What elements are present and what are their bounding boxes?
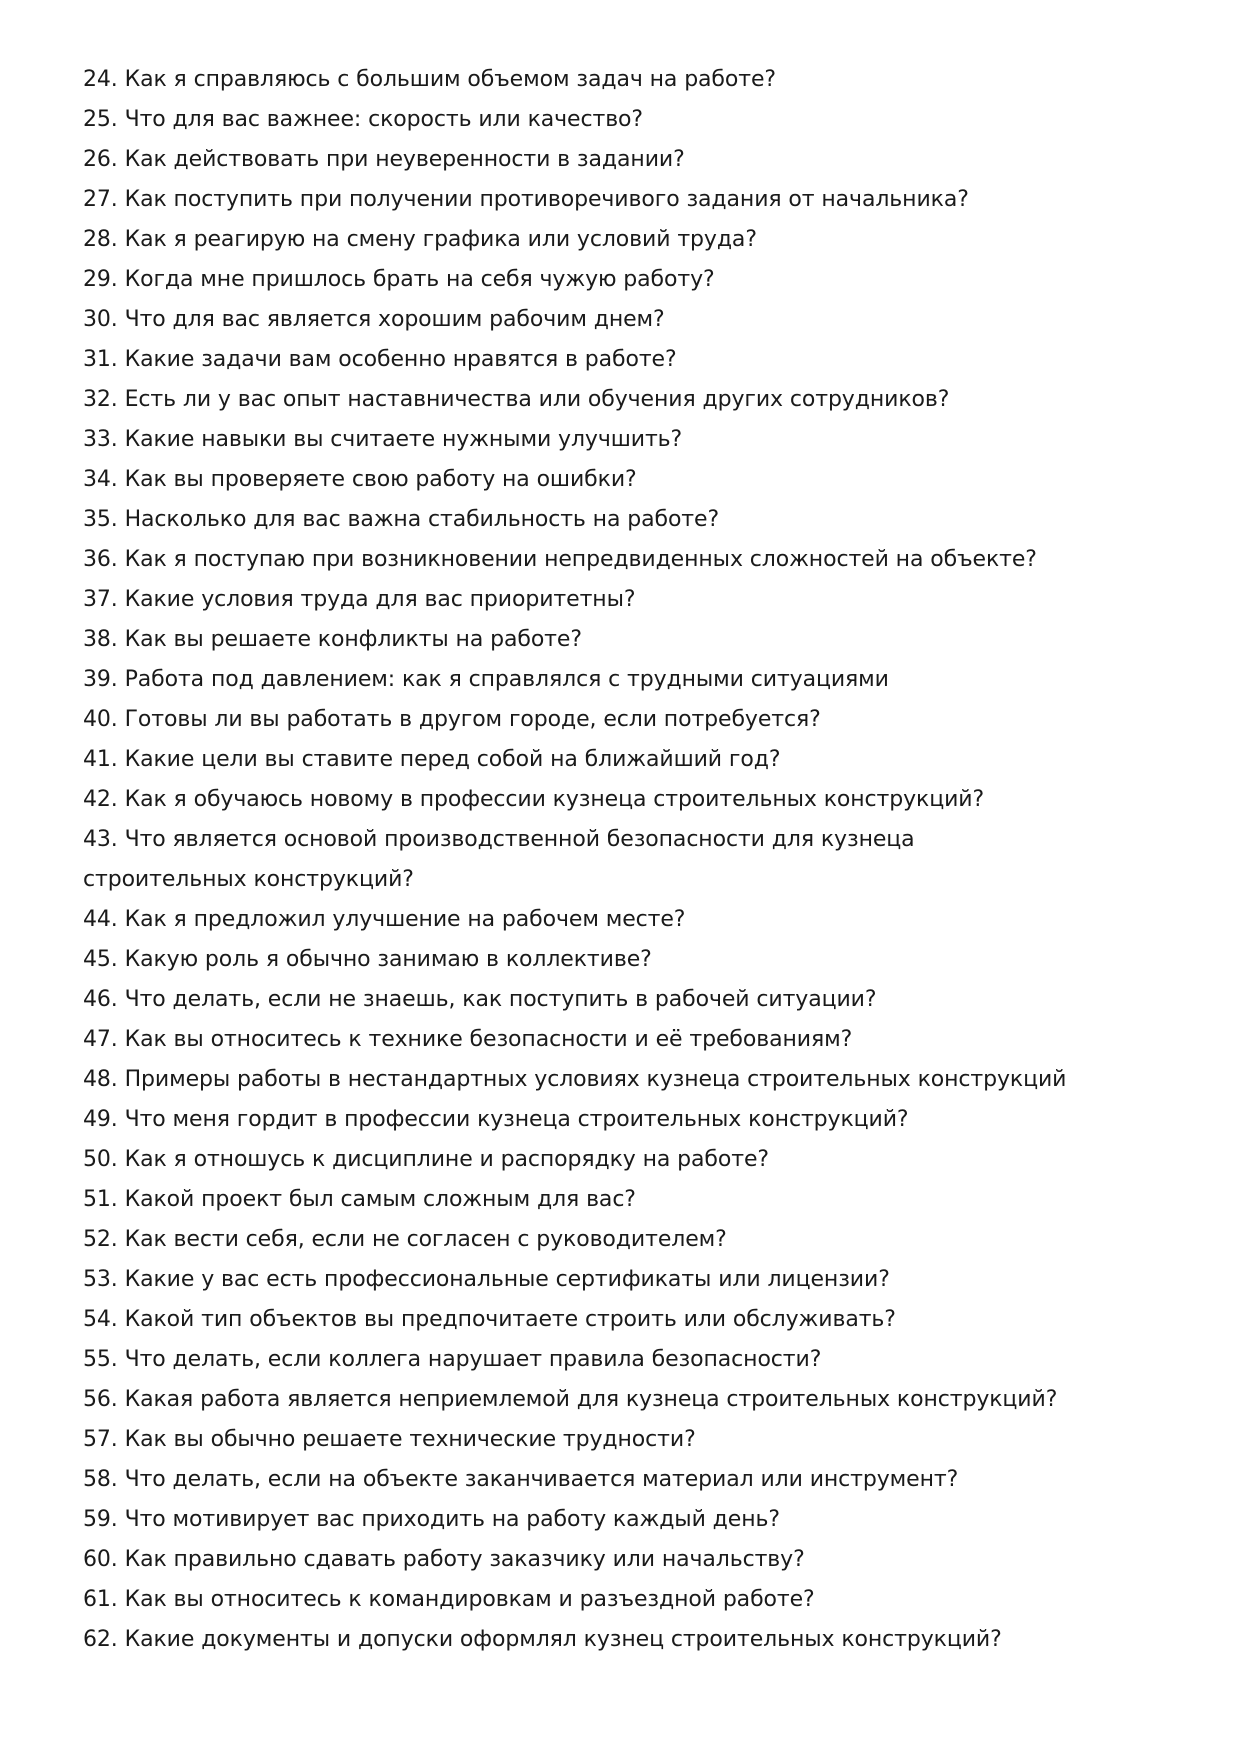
- question-item: 56. Какая работа является неприемлемой для кузнеца строительных конструкций?: [83, 1387, 1058, 1412]
- question-item: 38. Как вы решаете конфликты на работе?: [83, 627, 582, 652]
- question-item: 57. Как вы обычно решаете технические трудности?: [83, 1427, 696, 1452]
- question-item: 45. Какую роль я обычно занимаю в коллективе?: [83, 947, 652, 972]
- question-item: 41. Какие цели вы ставите перед собой на ближайший год?: [83, 747, 781, 772]
- question-item: 49. Что меня гордит в профессии кузнеца строительных конструкций?: [83, 1107, 909, 1132]
- question-item: 36. Как я поступаю при возникновении непредвиденных сложностей на объекте?: [83, 547, 1037, 572]
- question-item: 51. Какой проект был самым сложным для вас?: [83, 1187, 636, 1212]
- question-item: 48. Примеры работы в нестандартных условиях кузнеца строительных конструкций: [83, 1067, 1067, 1092]
- question-item: 39. Работа под давлением: как я справлялся с трудными ситуациями: [83, 667, 889, 692]
- question-item: 50. Как я отношусь к дисциплине и распорядку на работе?: [83, 1147, 769, 1172]
- question-item: 47. Как вы относитесь к технике безопасности и её требованиям?: [83, 1027, 853, 1052]
- question-item: 29. Когда мне пришлось брать на себя чужую работу?: [83, 267, 715, 292]
- question-item: 32. Есть ли у вас опыт наставничества или обучения других сотрудников?: [83, 387, 950, 412]
- question-item: 60. Как правильно сдавать работу заказчику или начальству?: [83, 1547, 805, 1572]
- question-item: 24. Как я справляюсь с большим объемом задач на работе?: [83, 67, 776, 92]
- question-item: 30. Что для вас является хорошим рабочим днем?: [83, 307, 665, 332]
- question-item: 62. Какие документы и допуски оформлял кузнец строительных конструкций?: [83, 1627, 1002, 1652]
- question-list: [83, 60, 1083, 1660]
- question-item: 27. Как поступить при получении противоречивого задания от начальника?: [83, 187, 969, 212]
- question-item: 35. Насколько для вас важна стабильность на работе?: [83, 507, 720, 532]
- question-item: 52. Как вести себя, если не согласен с руководителем?: [83, 1227, 727, 1252]
- question-item: 25. Что для вас важнее: скорость или качество?: [83, 107, 643, 132]
- question-item: 53. Какие у вас есть профессиональные сертификаты или лицензии?: [83, 1267, 890, 1292]
- question-item: 55. Что делать, если коллега нарушает правила безопасности?: [83, 1347, 822, 1372]
- question-item: 54. Какой тип объектов вы предпочитаете строить или обслуживать?: [83, 1307, 896, 1332]
- question-item: 61. Как вы относитесь к командировкам и разъездной работе?: [83, 1587, 815, 1612]
- question-item: 58. Что делать, если на объекте заканчивается материал или инструмент?: [83, 1467, 959, 1492]
- question-item: 44. Как я предложил улучшение на рабочем месте?: [83, 907, 686, 932]
- question-item: 33. Какие навыки вы считаете нужными улучшить?: [83, 427, 683, 452]
- question-item: 59. Что мотивирует вас приходить на работу каждый день?: [83, 1507, 780, 1532]
- question-item: 28. Как я реагирую на смену графика или условий труда?: [83, 227, 757, 252]
- question-item: 40. Готовы ли вы работать в другом городе, если потребуется?: [83, 707, 821, 732]
- question-item: 26. Как действовать при неуверенности в задании?: [83, 147, 685, 172]
- question-item: 42. Как я обучаюсь новому в профессии кузнеца строительных конструкций?: [83, 787, 985, 812]
- question-item: 31. Какие задачи вам особенно нравятся в работе?: [83, 347, 677, 372]
- question-item: 46. Что делать, если не знаешь, как поступить в рабочей ситуации?: [83, 987, 877, 1012]
- question-item: 43. Что является основой производственной безопасности для кузнеца строительных конструкций?: [83, 827, 915, 892]
- question-item: 34. Как вы проверяете свою работу на ошибки?: [83, 467, 637, 492]
- question-item: 37. Какие условия труда для вас приоритетны?: [83, 587, 636, 612]
